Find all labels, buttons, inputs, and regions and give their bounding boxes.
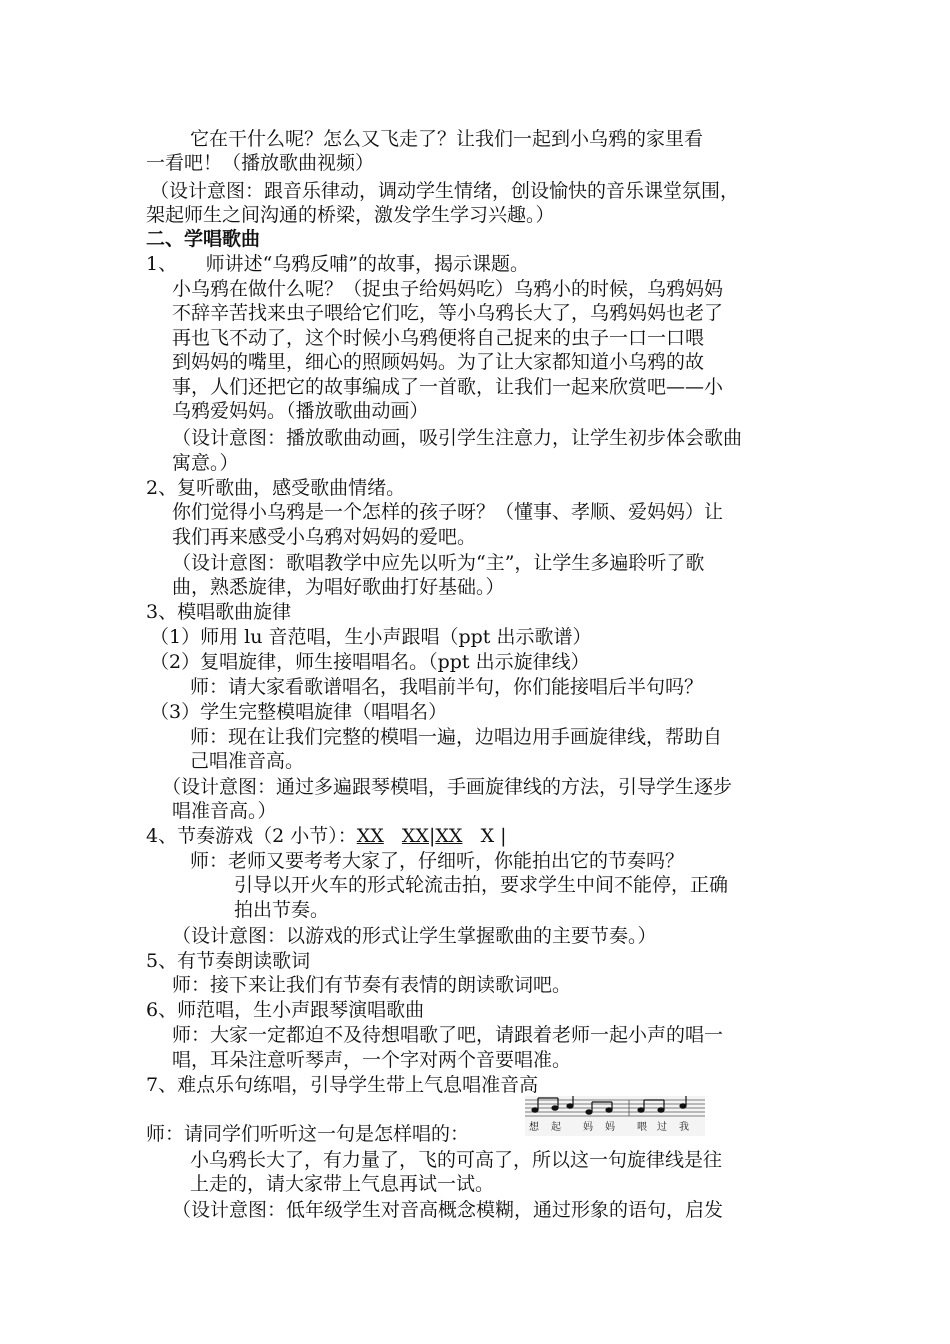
text-line: （3）学生完整模唱旋律（唱唱名） xyxy=(150,701,448,723)
text-line: 师：大家一定都迫不及待想唱歌了吧，请跟着老师一起小声的唱一 xyxy=(172,1024,724,1046)
rhythm-game-line xyxy=(146,824,507,848)
score-lyric: 过 xyxy=(657,1122,667,1133)
score-lyric: 妈 xyxy=(583,1122,593,1133)
text-line: 架起师生之间沟通的桥梁，激发学生学习兴趣。） xyxy=(146,204,555,226)
text-line: 师：现在让我们完整的模唱一遍，边唱边用手画旋律线，帮助自 xyxy=(190,726,723,748)
text-line: 3、模唱歌曲旋律 xyxy=(146,601,292,623)
text-line: 6、师范唱，生小声跟琴演唱歌曲 xyxy=(146,999,425,1021)
text-line: 师：接下来让我们有节奏有表情的朗读歌词吧。 xyxy=(172,974,572,996)
rhythm-notation: XX xyxy=(401,825,429,847)
rhythm-notation: XX xyxy=(356,825,384,847)
text-line: 引导以开火车的形式轮流击拍，要求学生中间不能停，正确 xyxy=(234,874,729,896)
score-lyric: 妈 xyxy=(605,1122,615,1133)
text-line: 师：老师又要考考大家了，仔细听，你能拍出它的节奏吗？ xyxy=(190,850,685,872)
text-line: 师：请同学们听听这一句是怎样唱的： xyxy=(146,1123,470,1145)
text-line: 事，人们还把它的故事编成了一首歌，让我们一起来欣赏吧——小 xyxy=(172,376,724,398)
text-line: （设计意图：以游戏的形式让学生掌握歌曲的主要节奏。） xyxy=(172,925,657,947)
text-line: 唱准音高。） xyxy=(172,800,277,822)
text-line: 不辞辛苦找来虫子喂给它们吃，等小乌鸦长大了，乌鸦妈妈也老了 xyxy=(172,302,724,324)
text-line: 上走的，请大家带上气息再试一试。 xyxy=(190,1173,495,1195)
rhythm-notation: XX xyxy=(435,825,463,847)
text-line: （设计意图：跟音乐律动，调动学生情绪，创设愉快的音乐课堂氛围， xyxy=(150,180,740,202)
text-line: 唱，耳朵注意听琴声，一个字对两个音要唱准。 xyxy=(172,1049,572,1071)
text-line: 2、复听歌曲，感受歌曲情绪。 xyxy=(146,477,406,499)
text-line: 乌鸦爱妈妈。（播放歌曲动画） xyxy=(172,400,429,422)
text-line: 它在干什么呢？怎么又飞走了？让我们一起到小乌鸦的家里看 xyxy=(190,128,704,150)
text-line: 我们再来感受小乌鸦对妈妈的爱吧。 xyxy=(172,526,477,548)
text-line: 1、 师讲述“乌鸦反哺”的故事，揭示课题。 xyxy=(146,253,530,275)
text-line: 寓意。） xyxy=(172,452,239,474)
text-line: 5、有节奏朗读歌词 xyxy=(146,950,311,972)
rhythm-notation: X xyxy=(480,825,495,847)
score-lyric: 喂 xyxy=(637,1122,647,1133)
text-line: （1）师用 lu 音范唱，生小声跟唱（ppt 出示歌谱） xyxy=(150,626,592,648)
text-line: 7、难点乐句练唱，引导学生带上气息唱准音高 xyxy=(146,1074,539,1096)
score-lyric: 起 xyxy=(551,1122,561,1133)
text-line: 己唱准音高。 xyxy=(190,750,305,772)
text-line: 师：请大家看歌谱唱名，我唱前半句，你们能接唱后半句吗？ xyxy=(190,676,704,698)
text-line: 曲，熟悉旋律，为唱好歌曲打好基础。） xyxy=(172,576,505,598)
text-line: 一看吧！（播放歌曲视频） xyxy=(146,152,375,174)
score-lyric: 我 xyxy=(679,1122,689,1133)
text-line: 再也飞不动了，这个时候小乌鸦便将自己捉来的虫子一口一口喂 xyxy=(172,327,705,349)
text-line: （2）复唱旋律，师生接唱唱名。（ppt 出示旋律线） xyxy=(150,651,590,673)
section-heading: 二、学唱歌曲 xyxy=(146,228,261,250)
melody-score-image xyxy=(525,1096,705,1136)
text-line: （设计意图：通过多遍跟琴模唱，手画旋律线的方法，引导学生逐步 xyxy=(162,776,733,798)
barline: | xyxy=(500,825,507,847)
score-lyric: 想 xyxy=(529,1122,539,1133)
text-line: 拍出节奏。 xyxy=(234,899,330,921)
text-line: （设计意图：低年级学生对音高概念模糊，通过形象的语句，启发 xyxy=(172,1199,724,1221)
text-line: （设计意图：歌唱教学中应先以听为“主”，让学生多遍聆听了歌 xyxy=(172,552,705,574)
text-line: 小乌鸦在做什么呢？（捉虫子给妈妈吃）乌鸦小的时候，乌鸦妈妈 xyxy=(172,278,724,300)
text-line: 你们觉得小乌鸦是一个怎样的孩子呀？（懂事、孝顺、爱妈妈）让 xyxy=(172,501,724,523)
text-line: 到妈妈的嘴里，细心的照顾妈妈。为了让大家都知道小乌鸦的故 xyxy=(172,351,705,373)
barline: | xyxy=(428,825,436,847)
text-line: 小乌鸦长大了，有力量了，飞的可高了，所以这一句旋律线是往 xyxy=(190,1149,723,1171)
rhythm-game-label: 4、节奏游戏（2 小节）： xyxy=(146,825,357,847)
text-line: （设计意图：播放歌曲动画，吸引学生注意力，让学生初步体会歌曲 xyxy=(172,427,743,449)
